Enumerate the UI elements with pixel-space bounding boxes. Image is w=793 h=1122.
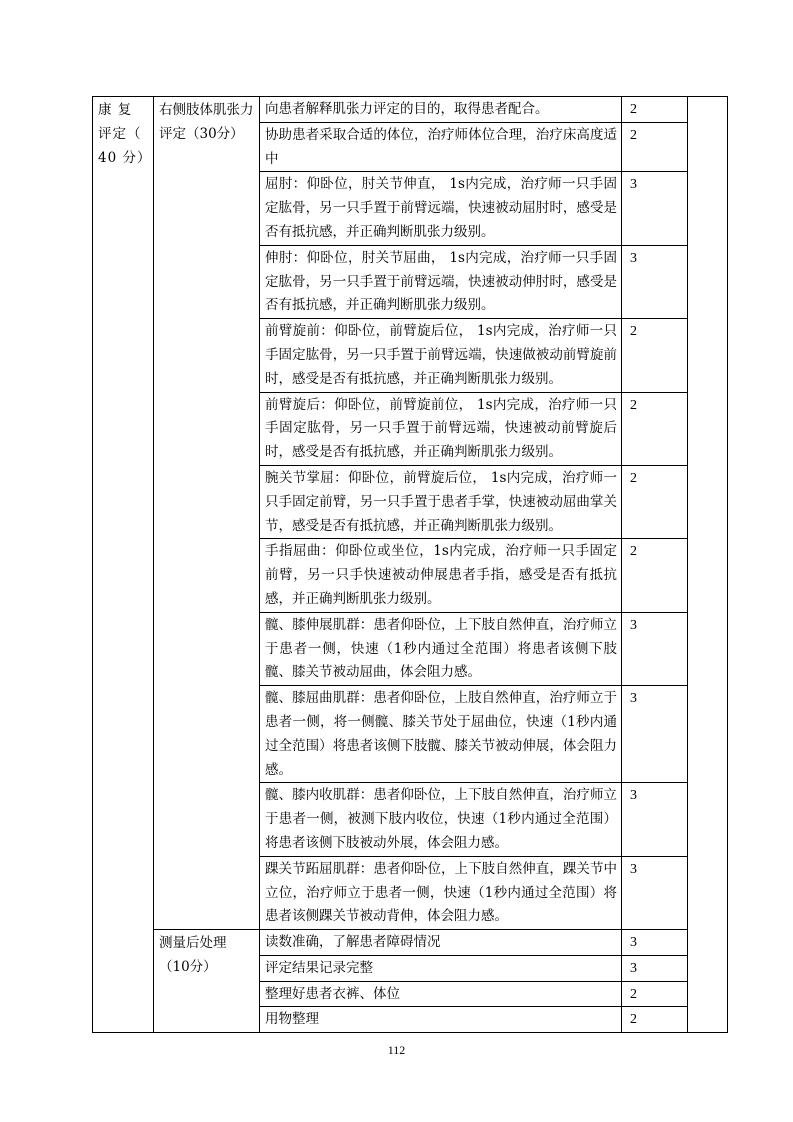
item-score: 3 [622, 245, 688, 318]
group-cell [154, 930, 260, 1033]
section-cell [93, 97, 154, 1033]
item-score: 3 [622, 686, 688, 783]
item-score: 3 [622, 172, 688, 245]
item-score: 2 [622, 319, 688, 392]
item-content: 踝关节跖屈肌群：患者仰卧位，上下肢自然伸直，踝关节中立位，治疗师立于患者一侧，快速（1秒内通过全范围）将患者该侧踝关节被动背伸，体会阻力感。 [260, 856, 622, 929]
item-content: 髋、膝内收肌群：患者仰卧位，上下肢自然伸直，治疗师立于患者一侧，被测下肢内收位，快速（1秒内通过全范围）将患者该侧下肢被动外展，体会阻力感。 [260, 783, 622, 856]
blank-column [688, 97, 728, 1033]
item-score: 2 [622, 392, 688, 465]
item-content: 整理好患者衣裤、体位 [260, 981, 622, 1007]
item-content: 髋、膝伸展肌群：患者仰卧位，上下肢自然伸直，治疗师立于患者一侧，快速（1秒内通过全范围）将患者该侧下肢髋、膝关节被动屈曲，体会阻力感。 [260, 612, 622, 685]
item-score: 3 [622, 955, 688, 981]
item-score: 3 [622, 783, 688, 856]
item-content: 向患者解释肌张力评定的目的，取得患者配合。 [260, 97, 622, 123]
item-score: 2 [622, 539, 688, 612]
item-score: 3 [622, 612, 688, 685]
item-score: 3 [622, 930, 688, 956]
item-content: 腕关节掌屈：仰卧位，前臂旋后位， 1s内完成，治疗师一只手固定前臂，另一只手置于患者手掌，快速被动屈曲掌关节，感受是否有抵抗感，并正确判断肌张力级别。 [260, 465, 622, 538]
page-number: 112 [387, 1043, 406, 1057]
group-label: 右侧肢体肌张力评定（30分） [159, 102, 254, 142]
item-score: 2 [622, 122, 688, 172]
item-content: 用物整理 [260, 1007, 622, 1033]
item-content: 前臂旋前：仰卧位，前臂旋后位， 1s内完成，治疗师一只手固定肱骨，另一只手置于前臂远端，快速做被动前臂旋前时，感受是否有抵抗感，并正确判断肌张力级别。 [260, 319, 622, 392]
item-score: 2 [622, 97, 688, 123]
group-label: 测量后处理（10分） [159, 935, 227, 975]
scoring-table [92, 96, 728, 1033]
item-score: 2 [622, 465, 688, 538]
item-content: 伸肘：仰卧位，肘关节屈曲， 1s内完成，治疗师一只手固定肱骨，另一只手置于前臂远端，快速被动伸肘时，感受是否有抵抗感，并正确判断肌张力级别。 [260, 245, 622, 318]
table-row [93, 97, 728, 123]
item-content: 读数准确，了解患者障碍情况 [260, 930, 622, 956]
item-content: 前臂旋后：仰卧位，前臂旋前位， 1s内完成，治疗师一只手固定肱骨，另一只手置于前臂远端，快速被动前臂旋后时，感受是否有抵抗感，并正确判断肌张力级别。 [260, 392, 622, 465]
group-cell [154, 97, 260, 930]
item-content: 评定结果记录完整 [260, 955, 622, 981]
item-score: 3 [622, 856, 688, 929]
section-label: 康 复 评定（ 40 分） [98, 102, 152, 166]
table-row [93, 930, 728, 956]
item-content: 手指屈曲：仰卧位或坐位，1s内完成，治疗师一只手固定前臂，另一只手快速被动伸展患者手指，感受是否有抵抗感，并正确判断肌张力级别。 [260, 539, 622, 612]
item-content: 屈肘：仰卧位，肘关节伸直， 1s内完成，治疗师一只手固定肱骨，另一只手置于前臂远端，快速被动屈肘时，感受是否有抵抗感，并正确判断肌张力级别。 [260, 172, 622, 245]
item-score: 2 [622, 981, 688, 1007]
item-content: 髋、膝屈曲肌群：患者仰卧位，上肢自然伸直，治疗师立于患者一侧，将一侧髋、膝关节处于屈曲位，快速（1秒内通过全范围）将患者该侧下肢髋、膝关节被动伸展，体会阻力感。 [260, 686, 622, 783]
item-score: 2 [622, 1007, 688, 1033]
item-content: 协助患者采取合适的体位，治疗师体位合理，治疗床高度适中 [260, 122, 622, 172]
